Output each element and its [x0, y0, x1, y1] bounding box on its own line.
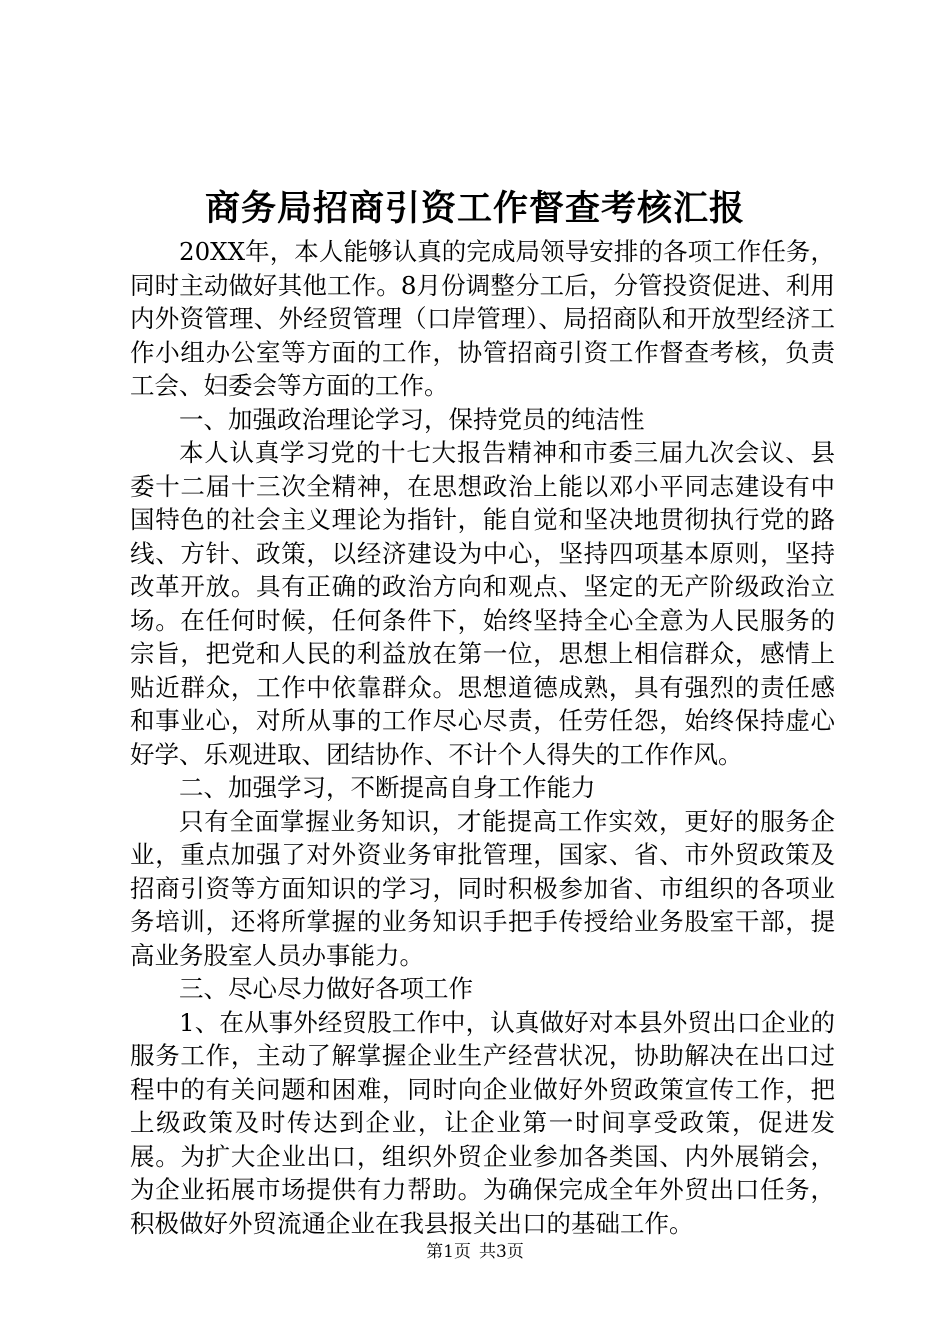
paragraph-section-1: 本人认真学习党的十七大报告精神和市委三届九次会议、县委十二届十三次全精神，在思想政治上能以邓小平同志建设有中国特色的社会主义理论为指针，能自觉和坚决地贯彻执行党的路线、方针、政策，以经济建设为中心，坚持四项基本原则，坚持改革开放。具有正确的政治方向和观点、坚定的无产阶级政治立场。在任何时候，任何条件下，始终坚持全心全意为人民服务的宗旨，把党和人民的利益放在第一位，思想上相信群众，感情上贴近群众，工作中依靠群众。思想道德成熟，具有强烈的责任感和事业心，对所从事的工作尽心尽责，任劳任怨，始终保持虚心好学、乐观进取、团结协作、不计个人得失的工作作风。 — [130, 438, 835, 769]
document-body — [130, 235, 835, 1240]
page-number: 第1页 — [426, 1242, 471, 1262]
paragraph-intro: 20XX年，本人能够认真的完成局领导安排的各项工作任务，同时主动做好其他工作。8月份调整分工后，分管投资促进、利用内外资管理、外经贸管理（口岸管理）、局招商队和开放型经济工作小组办公室等方面的工作，协管招商引资工作督查考核，负责工会、妇委会等方面的工作。 — [130, 237, 835, 400]
page-footer — [0, 1240, 950, 1264]
paragraph-section-2: 只有全面掌握业务知识，才能提高工作实效，更好的服务企业，重点加强了对外资业务审批管理，国家、省、市外贸政策及招商引资等方面知识的学习，同时积极参加省、市组织的各项业务培训，还将所掌握的业务知识手把手传授给业务股室干部，提高业务股室人员办事能力。 — [130, 806, 835, 970]
section-heading-2: 二、加强学习，不断提高自身工作能力 — [179, 773, 596, 802]
paragraph-section-3-item-1: 1、在从事外经贸股工作中，认真做好对本县外贸出口企业的服务工作，主动了解掌握企业生产经营状况，协助解决在出口过程中的有关问题和困难，同时向企业做好外贸政策宣传工作，把上级政策及时传达到企业，让企业第一时间享受政策，促进发展。为扩大企业出口，组织外贸企业参加各类国、内外展销会，为企业拓展市场提供有力帮助。为确保完成全年外贸出口任务，积极做好外贸流通企业在我县报关出口的基础工作。 — [130, 1007, 835, 1238]
section-heading-1: 一、加强政治理论学习，保持党员的纯洁性 — [179, 404, 645, 434]
document-title: 商务局招商引资工作督查考核汇报 — [204, 188, 745, 229]
section-heading-3: 三、尽心尽力做好各项工作 — [179, 974, 473, 1003]
page-total: 共3页 — [479, 1242, 524, 1262]
